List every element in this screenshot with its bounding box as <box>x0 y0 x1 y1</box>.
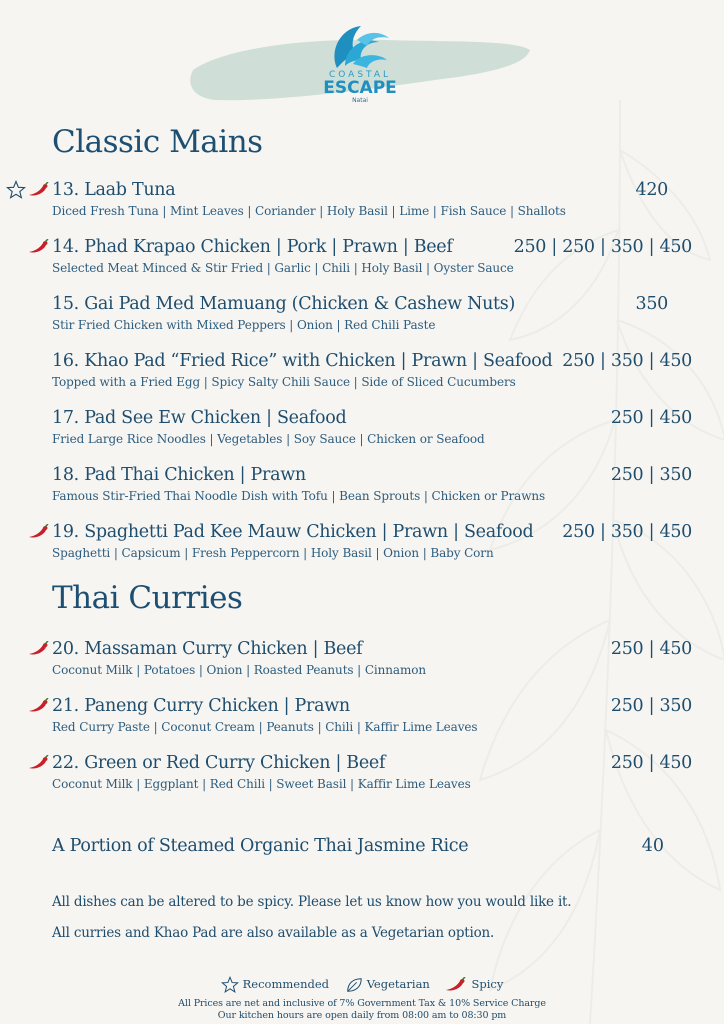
legend-recommended <box>221 976 329 994</box>
menu-item-13 <box>52 180 692 218</box>
item-name: 16. Khao Pad “Fried Rice” with Chicken | Prawn | Seafood <box>52 351 553 371</box>
legend <box>0 976 724 994</box>
item-price: 250 | 350 | 450 <box>562 522 692 542</box>
note-spicy: All dishes can be altered to be spicy. Please let us know how you would like it. <box>52 894 572 910</box>
item-name: 19. Spaghetti Pad Kee Mauw Chicken | Prawn | Seafood <box>52 522 534 542</box>
recommended-star-icon <box>6 180 26 200</box>
star-icon <box>221 976 239 994</box>
brand-line-coastal: COASTAL <box>328 70 392 80</box>
chili-icon <box>28 524 50 540</box>
footer-tax-note: All Prices are net and inclusive of 7% Government Tax & 10% Service Charge <box>178 998 546 1009</box>
brand-logo <box>310 20 410 120</box>
brand-line-escape: ESCAPE <box>323 78 397 98</box>
note-vegetarian: All curries and Khao Pad are also available as a Vegetarian option. <box>52 925 495 941</box>
chili-icon <box>28 239 50 255</box>
item-price: 250 | 350 <box>610 696 692 716</box>
item-description: Diced Fresh Tuna | Mint Leaves | Coriander | Holy Basil | Lime | Fish Sauce | Shallots <box>52 204 566 218</box>
item-price: 350 <box>635 294 668 314</box>
item-name: 17. Pad See Ew Chicken | Seafood <box>52 408 347 428</box>
item-description: Topped with a Fried Egg | Spicy Salty Chili Sauce | Side of Sliced Cucumbers <box>52 375 516 389</box>
chili-icon <box>28 698 50 714</box>
item-price: 250 | 450 <box>610 408 692 428</box>
chili-icon <box>28 755 50 771</box>
item-description: Famous Stir-Fried Thai Noodle Dish with Tofu | Bean Sprouts | Chicken or Prawns <box>52 489 546 503</box>
menu-item-17 <box>52 408 692 446</box>
item-description: Selected Meat Minced & Stir Fried | Garlic | Chili | Holy Basil | Oyster Sauce <box>52 261 514 275</box>
item-description: Stir Fried Chicken with Mixed Peppers | Onion | Red Chili Paste <box>52 318 436 332</box>
item-price: 250 | 350 <box>610 465 692 485</box>
menu-item-18 <box>52 465 692 503</box>
item-description: Red Curry Paste | Coconut Cream | Peanuts | Chili | Kaffir Lime Leaves <box>52 720 478 734</box>
item-description: Coconut Milk | Eggplant | Red Chili | Sweet Basil | Kaffir Lime Leaves <box>52 777 471 791</box>
wave-logo-icon <box>327 20 393 72</box>
chili-icon <box>445 977 467 993</box>
menu-item-15 <box>52 294 692 332</box>
footer-hours-note: Our kitchen hours are open daily from 08:00 am to 08:30 pm <box>217 1010 507 1021</box>
item-price: 40 <box>641 836 664 856</box>
menu-item-20 <box>52 639 692 677</box>
menu-item-rice <box>52 836 664 862</box>
legend-vegetarian-label: Vegetarian <box>366 977 430 991</box>
item-name: 18. Pad Thai Chicken | Prawn <box>52 465 306 485</box>
item-price: 250 | 450 <box>610 753 692 773</box>
section-title-classic-mains: Classic Mains <box>52 124 263 160</box>
legend-spicy-label: Spicy <box>471 977 504 991</box>
chili-icon <box>28 182 50 198</box>
item-description: Coconut Milk | Potatoes | Onion | Roasted Peanuts | Cinnamon <box>52 663 427 677</box>
section-title-thai-curries: Thai Curries <box>52 580 243 616</box>
item-price: 420 <box>635 180 668 200</box>
menu-item-19 <box>52 522 692 560</box>
item-name: 15. Gai Pad Med Mamuang (Chicken & Cashew Nuts) <box>52 294 515 314</box>
item-description: Spaghetti | Capsicum | Fresh Peppercorn | Holy Basil | Onion | Baby Corn <box>52 546 494 560</box>
chili-icon <box>28 641 50 657</box>
menu-item-14 <box>52 237 692 275</box>
legend-spicy <box>445 977 503 993</box>
item-name: A Portion of Steamed Organic Thai Jasmine Rice <box>52 836 469 856</box>
item-name: 14. Phad Krapao Chicken | Pork | Prawn | Beef <box>52 237 453 257</box>
item-name: 22. Green or Red Curry Chicken | Beef <box>52 753 386 773</box>
menu-item-22 <box>52 753 692 791</box>
item-description: Fried Large Rice Noodles | Vegetables | Soy Sauce | Chicken or Seafood <box>52 432 485 446</box>
menu-item-16 <box>52 351 692 389</box>
legend-recommended-label: Recommended <box>242 977 330 991</box>
leaf-icon <box>345 976 363 994</box>
item-price: 250 | 350 | 450 <box>562 351 692 371</box>
item-price: 250 | 250 | 350 | 450 <box>513 237 692 257</box>
item-name: 20. Massaman Curry Chicken | Beef <box>52 639 363 659</box>
legend-vegetarian <box>345 976 430 994</box>
item-name: 21. Paneng Curry Chicken | Prawn <box>52 696 350 716</box>
menu-item-21 <box>52 696 692 734</box>
brand-line-natai: Natai <box>352 97 368 104</box>
item-price: 250 | 450 <box>610 639 692 659</box>
item-name: 13. Laab Tuna <box>52 180 176 200</box>
